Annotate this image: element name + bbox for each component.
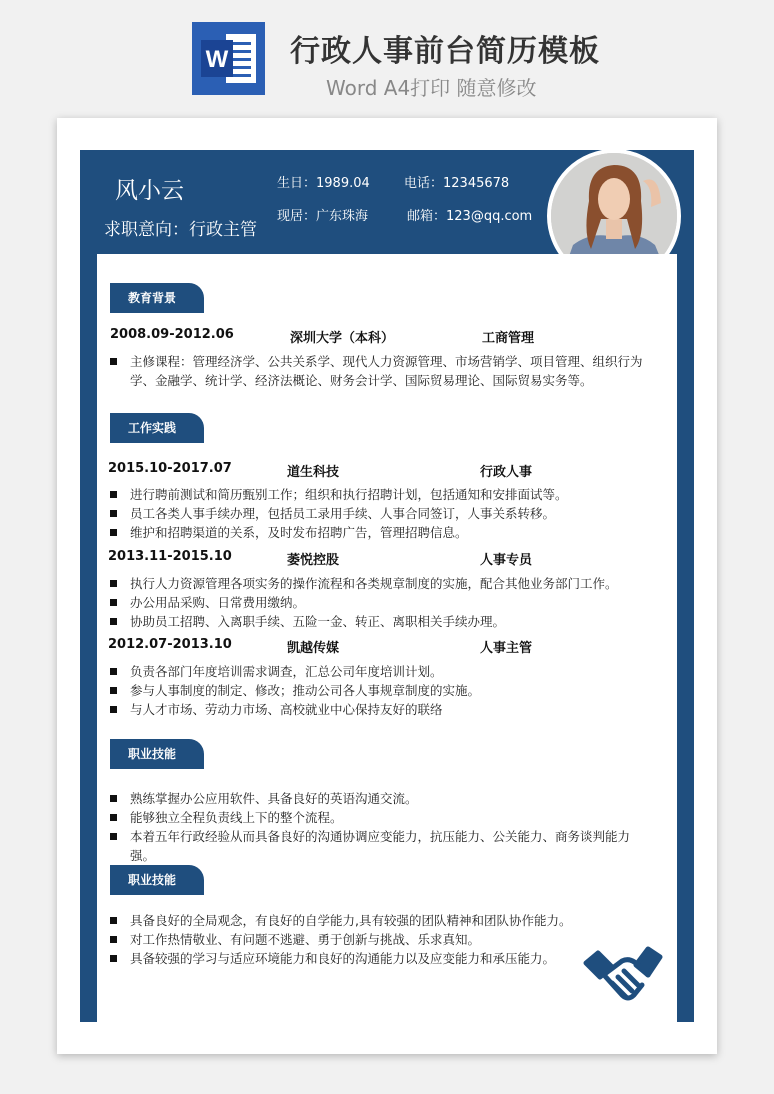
list-item: 具备较强的学习与适应环境能力和良好的沟通能力以及应变能力和承压能力。 (110, 949, 650, 968)
bullet-icon (110, 687, 117, 694)
bullet-icon (110, 706, 117, 713)
page-header (0, 0, 774, 110)
bullet-icon (110, 833, 117, 840)
section-tab-education: 教育背景 (110, 283, 204, 313)
section-tab-skills-2: 职业技能 (110, 865, 204, 895)
job-company: 凯越传媒 (287, 641, 340, 656)
job-period: 2013.11-2015.10 (108, 549, 232, 564)
list-item: 进行聘前测试和简历甄别工作；组织和执行招聘计划，包括通知和安排面试等。 (110, 485, 650, 504)
job-period: 2012.07-2013.10 (108, 637, 232, 652)
bullet-icon (110, 814, 117, 821)
bullet-icon (110, 618, 117, 625)
bullet-icon (110, 668, 117, 675)
edu-courses: 主修课程：管理经济学、公共关系学、现代人力资源管理、市场营销学、项目管理、组织行为学、金融学、统计学、经济法概论、财务会计学、国际贸易理论、国际贸易实务等。 (110, 352, 650, 390)
job-title: 行政人事 (480, 465, 533, 480)
bullet-icon (110, 358, 117, 365)
phone-info: 电话：12345678 (404, 176, 510, 191)
list-item: 执行人力资源管理各项实务的操作流程和各类规章制度的实施，配合其他业务部门工作。 (110, 574, 650, 593)
list-item: 具备良好的全局观念，有良好的自学能力,具有较强的团队精神和团队协作能力。 (110, 911, 650, 930)
edu-school: 深圳大学（本科） (290, 331, 395, 346)
job-company: 萎悦控股 (287, 553, 340, 568)
bullet-icon (110, 955, 117, 962)
residence-info: 现居：广东珠海 (277, 209, 369, 224)
logo-letter: W (205, 46, 229, 73)
job-period: 2015.10-2017.07 (108, 461, 232, 476)
word-logo-icon (192, 22, 265, 95)
job-title: 人事专员 (480, 553, 533, 568)
bullet-icon (110, 917, 117, 924)
list-item: 协助员工招聘、入离职手续、五险一金、转正、离职相关手续办理。 (110, 612, 650, 631)
handshake-icon (582, 945, 664, 1013)
list-item: 办公用品采购、日常费用缴纳。 (110, 593, 650, 612)
job-company: 道生科技 (287, 465, 340, 480)
applicant-name: 风小云 (115, 178, 184, 204)
bullet-icon (110, 599, 117, 606)
email-info: 邮箱：123@qq.com (407, 209, 533, 224)
list-item: 参与人事制度的制定、修改；推动公司各人事规章制度的实施。 (110, 681, 650, 700)
bullet-icon (110, 491, 117, 498)
bullet-icon (110, 580, 117, 587)
job-objective: 求职意向：行政主管 (104, 220, 257, 240)
page-title: 行政人事前台简历模板 (290, 34, 600, 69)
bullet-icon (110, 795, 117, 802)
birth-info: 生日：1989.04 (277, 176, 370, 191)
list-item: 熟练掌握办公应用软件、具备良好的英语沟通交流。 (110, 789, 650, 808)
job-title: 人事主管 (480, 641, 533, 656)
list-item: 维护和招聘渠道的关系，及时发布招聘广告，管理招聘信息。 (110, 523, 650, 542)
bullet-icon (110, 529, 117, 536)
list-item: 与人才市场、劳动力市场、高校就业中心保持友好的联络 (110, 700, 650, 719)
list-item: 员工各类人事手续办理，包括员工录用手续、人事合同签订，人事关系转移。 (110, 504, 650, 523)
edu-period: 2008.09-2012.06 (110, 327, 234, 342)
list-item: 负责各部门年度培训需求调查，汇总公司年度培训计划。 (110, 662, 650, 681)
section-tab-work: 工作实践 (110, 413, 204, 443)
bullet-icon (110, 936, 117, 943)
bullet-icon (110, 510, 117, 517)
list-item: 本着五年行政经验从而具备良好的沟通协调应变能力，抗压能力、公关能力、商务谈判能力强。 (110, 827, 650, 865)
list-item: 对工作热情敬业、有问题不逃避、勇于创新与挑战、乐求真知。 (110, 930, 650, 949)
list-item: 能够独立全程负责线上下的整个流程。 (110, 808, 650, 827)
section-tab-skills: 职业技能 (110, 739, 204, 769)
page-subtitle: Word A4打印 随意修改 (326, 76, 537, 100)
edu-major: 工商管理 (482, 331, 535, 346)
